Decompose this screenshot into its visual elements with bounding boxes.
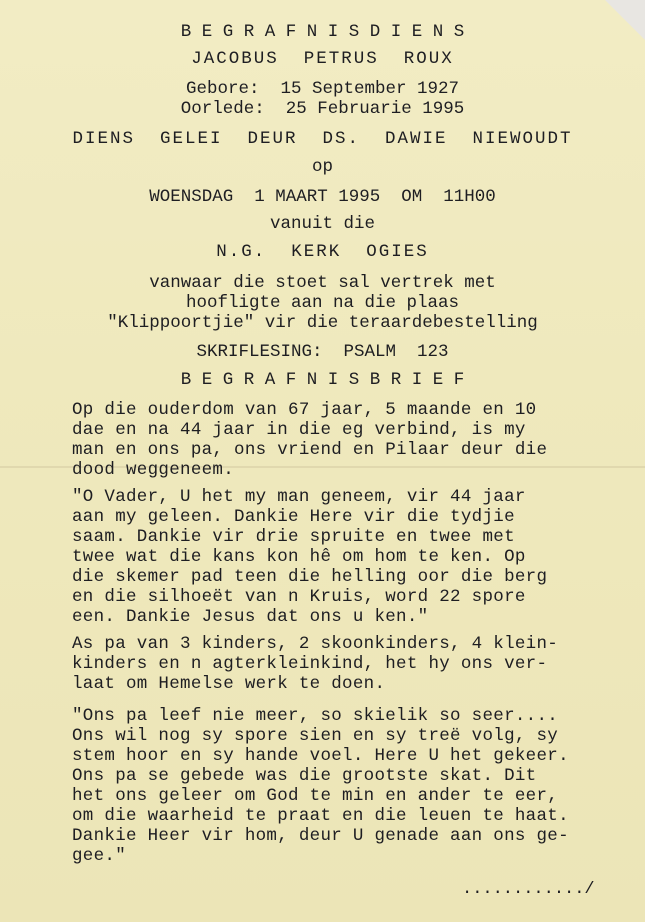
paragraph-1-line: dae en na 44 jaar in die eg verbind, is my [72, 420, 526, 440]
paragraph-4-line: gee." [72, 846, 127, 866]
letter-title: B E G R A F N I S B R I E F [180, 370, 465, 390]
procession-line-3: "Klippoortjie" vir die teraardebestelling [107, 313, 538, 333]
birth-date: Gebore: 15 September 1927 [185, 79, 460, 99]
paragraph-3-line: kinders en n agterkleinkind, het hy ons ver- [72, 654, 548, 674]
procession-line-1: vanwaar die stoet sal vertrek met [149, 273, 496, 293]
signature-dots: ............/ [462, 880, 595, 899]
death-date: Oorlede: 25 Februarie 1995 [180, 99, 465, 119]
paragraph-4-line: het ons geleer om God te min en ander te eer, [72, 786, 559, 806]
paragraph-2-line: "O Vader, U het my man geneem, vir 44 jaar [72, 487, 526, 507]
paragraph-1-line: man en ons pa, ons vriend en Pilaar deur die [72, 440, 548, 460]
paragraph-2-line: saam. Dankie vir drie spruite en twee met [72, 527, 515, 547]
from-label: vanuit die [269, 214, 376, 234]
paragraph-4-line: Dankie Heer vir hom, deur U genade aan ons ge- [72, 826, 569, 846]
paragraph-4-line: Ons wil nog sy spore sien en sy treë volg, sy [72, 726, 559, 746]
notice-title: B E G R A F N I S D I E N S [180, 22, 465, 42]
paragraph-2-line: en die silhoeët van n Kruis, word 22 spore [72, 587, 526, 607]
church-name: N.G. KERK OGIES [216, 242, 429, 262]
paragraph-4-line: stem hoor en sy hande voel. Here U het gekeer. [72, 746, 569, 766]
procession-line-2: hoofligte aan na die plaas [185, 293, 460, 313]
paragraph-2-line: aan my geleen. Dankie Here vir die tydjie [72, 507, 515, 527]
scripture-reading: SKRIFLESING: PSALM 123 [196, 342, 449, 362]
paragraph-3-line: laat om Hemelse werk te doen. [72, 674, 386, 694]
deceased-name: JACOBUS PETRUS ROUX [191, 49, 454, 69]
service-date: WOENSDAG 1 MAART 1995 OM 11H00 [149, 187, 496, 207]
paragraph-4-line: Ons pa se gebede was die grootste skat. Dit [72, 766, 537, 786]
paragraph-2-line: die skemer pad teen die helling oor die berg [72, 567, 548, 587]
paragraph-3-line: As pa van 3 kinders, 2 skoonkinders, 4 klein- [72, 634, 559, 654]
officiant: DIENS GELEI DEUR DS. DAWIE NIEWOUDT [72, 129, 573, 149]
op-label: op [311, 157, 333, 177]
paragraph-1-line: dood weggeneem. [72, 460, 235, 480]
paragraph-2-line: een. Dankie Jesus dat ons u ken." [72, 607, 429, 627]
paragraph-2-line: twee wat die kans kon hê om hom te ken. Op [72, 547, 526, 567]
paragraph-1-line: Op die ouderdom van 67 jaar, 5 maande en 10 [72, 400, 537, 420]
paragraph-4-line: "Ons pa leef nie meer, so skielik so seer.... [72, 706, 559, 726]
paragraph-4-line: om die waarheid te praat en die leuen te haat. [72, 806, 569, 826]
